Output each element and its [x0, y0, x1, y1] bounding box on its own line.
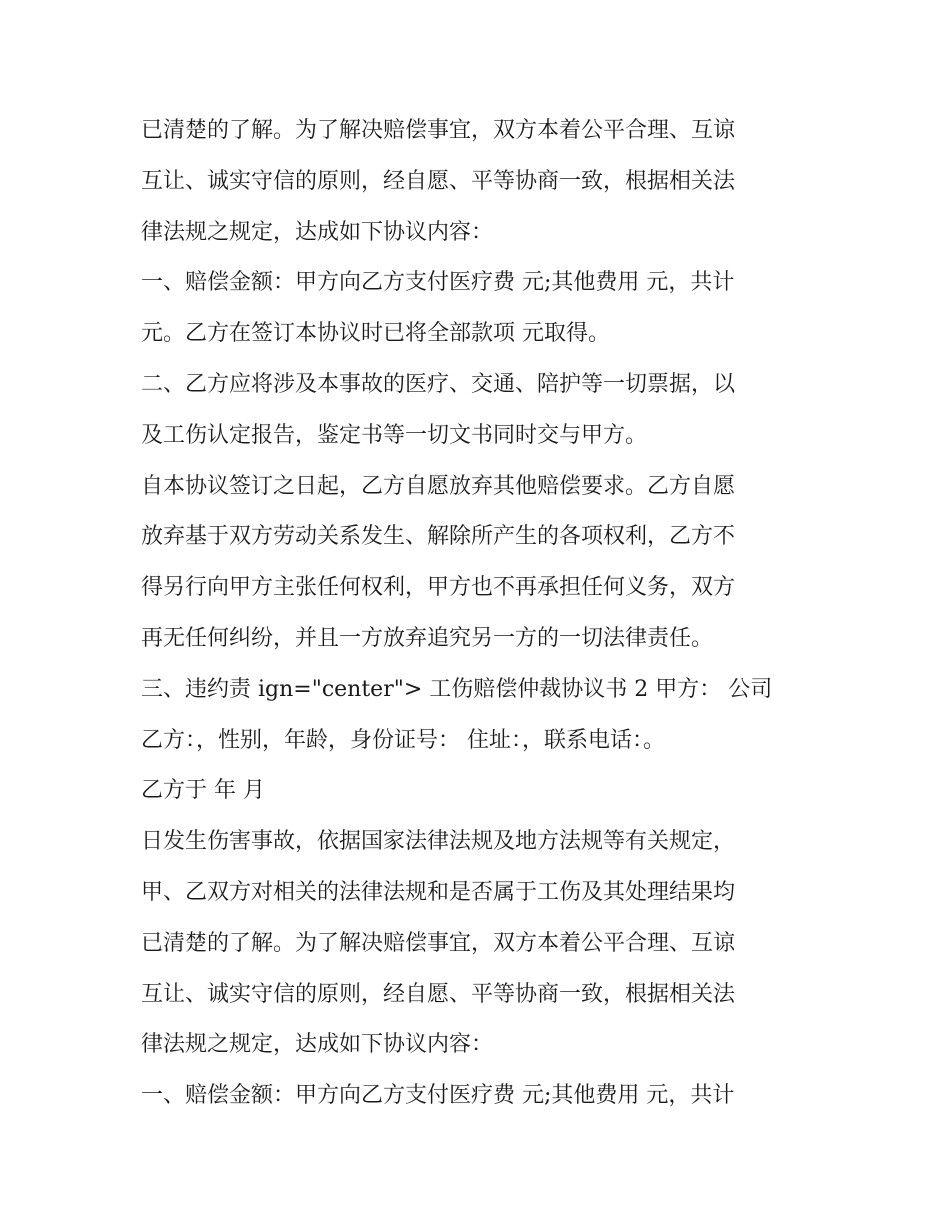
- text-line-7: 及工伤认定报告，鉴定书等一切文书同时交与甲方。: [141, 422, 648, 448]
- text-line-14: 乙方于 年 月: [141, 778, 265, 804]
- text-line-1: 已清楚的了解。为了解决赔偿事宜，双方本着公平合理、互谅: [141, 118, 736, 143]
- text-line-16: 甲、乙双方对相关的法律法规和是否属于工伤及其处理结果均: [141, 879, 736, 905]
- text-line-13: 乙方：，性别，年龄，身份证号： 住址：，联系电话：。: [141, 727, 665, 753]
- text-line-11: 再无任何纠纷，并且一方放弃追究另一方的一切法律责任。: [141, 625, 714, 651]
- text-line-18: 互让、诚实守信的原则，经自愿、平等协商一致，根据相关法: [141, 981, 736, 1007]
- text-line-10: 得另行向甲方主张任何权利，甲方也不再承担任何义务，双方: [141, 575, 736, 601]
- text-line-8: 自本协议签订之日起，乙方自愿放弃其他赔偿要求。乙方自愿: [141, 473, 736, 499]
- text-line-19: 律法规之规定，达成如下协议内容：: [141, 1032, 494, 1058]
- text-line-4: 一、赔偿金额：甲方向乙方支付医疗费 元;其他费用 元，共计: [141, 270, 735, 296]
- text-line-12: 三、违约责 ign="center"> 工伤赔偿仲裁协议书 2 甲方： 公司: [141, 676, 773, 702]
- text-line-5: 元。乙方在签订本协议时已将全部款项 元取得。: [141, 321, 610, 347]
- text-line-9: 放弃基于双方劳动关系发生、解除所产生的各项权利，乙方不: [141, 524, 736, 550]
- text-line-6: 二、乙方应将涉及本事故的医疗、交通、陪护等一切票据，以: [141, 371, 736, 397]
- text-line-20: 一、赔偿金额：甲方向乙方支付医疗费 元;其他费用 元，共计: [141, 1083, 735, 1109]
- text-line-2: 互让、诚实守信的原则，经自愿、平等协商一致，根据相关法: [141, 168, 736, 194]
- document-body: [141, 106, 821, 1122]
- text-line-3: 律法规之规定，达成如下协议内容：: [141, 219, 494, 245]
- text-line-17: 已清楚的了解。为了解决赔偿事宜，双方本着公平合理、互谅: [141, 930, 736, 956]
- text-line-15: 日发生伤害事故，依据国家法律法规及地方法规等有关规定，: [141, 829, 736, 855]
